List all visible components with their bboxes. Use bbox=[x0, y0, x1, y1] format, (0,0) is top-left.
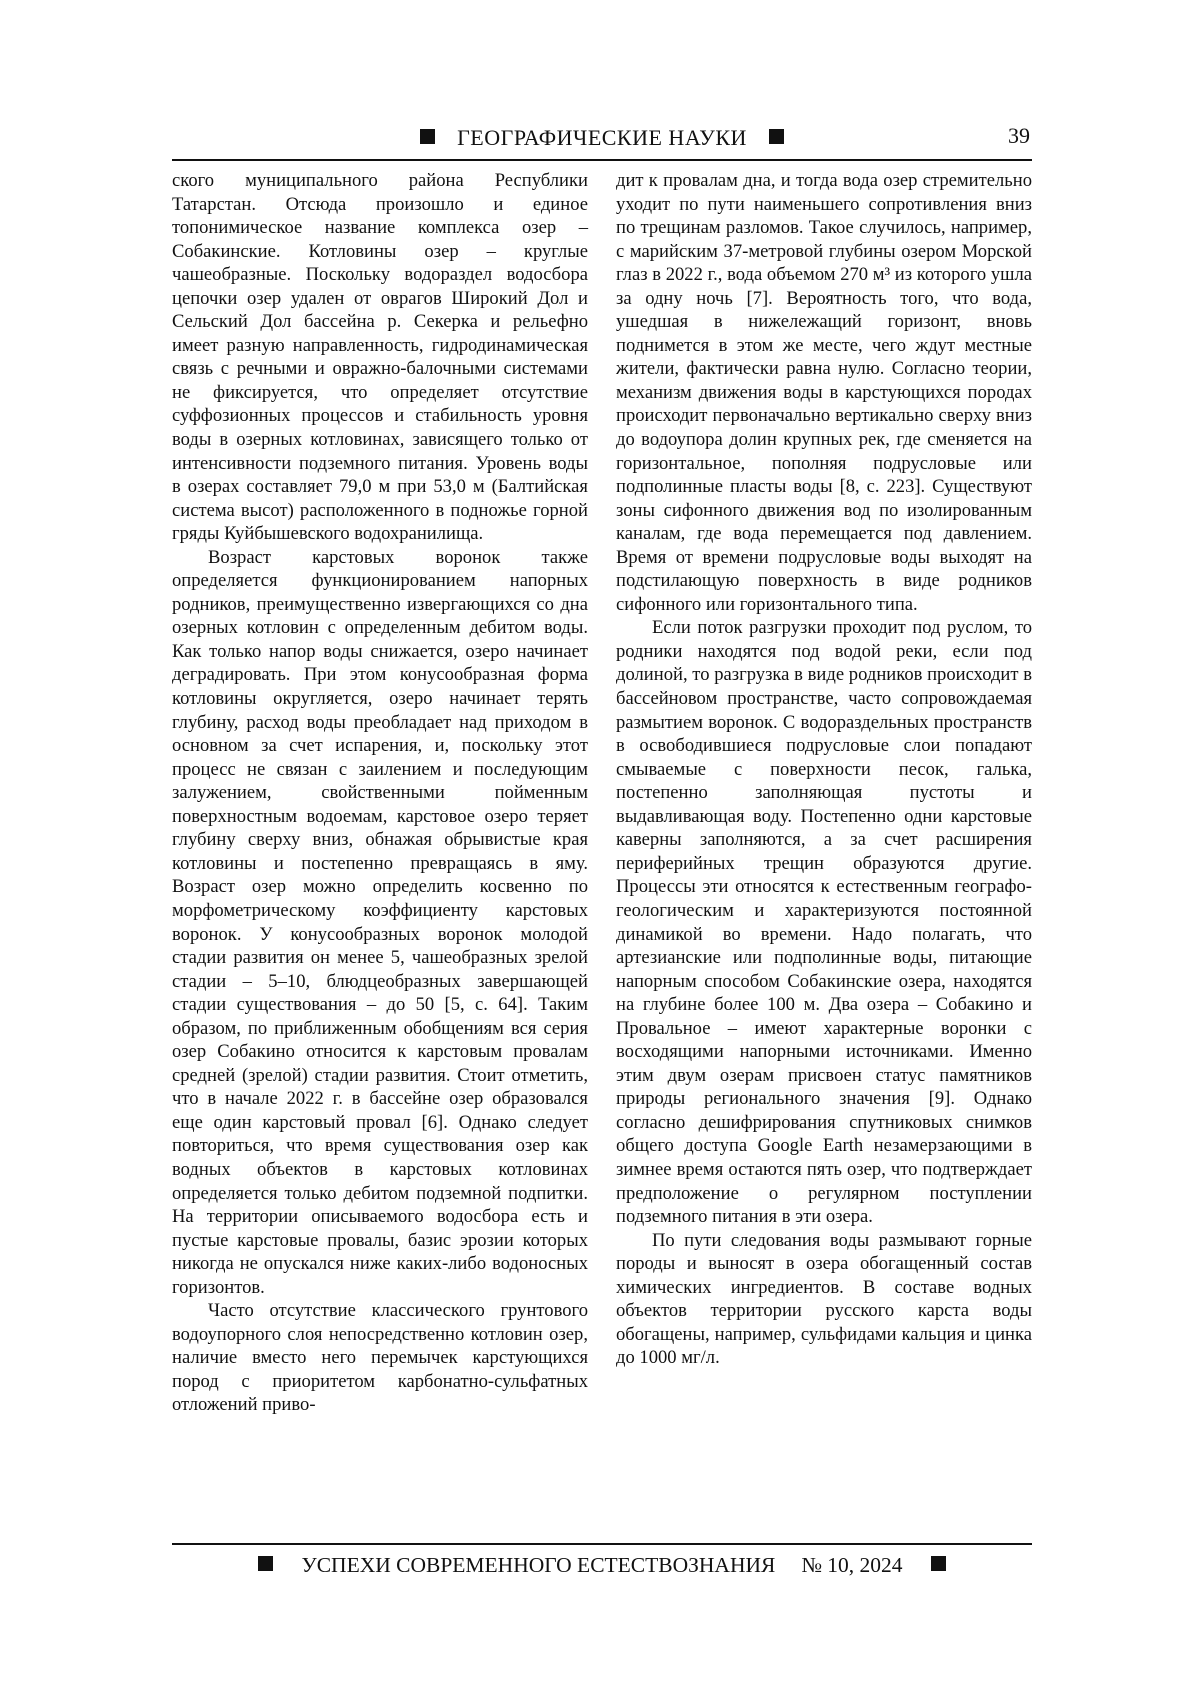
running-footer bbox=[172, 1552, 1032, 1582]
issue-number: № 10, 2024 bbox=[801, 1553, 903, 1577]
page-number: 39 bbox=[1008, 123, 1030, 148]
paragraph: ского муниципального района Республики Татарстан. Отсюда произошло и единое топонимическое название комплекса озер – Собакинские. Котловины озер – круглые чашеобразные. Поскольку водораздел водосбора цепочки озер удален от оврагов Широкий Дол и Сельский Дол бассейна р. Секерка и рельефно имеет разную направленность, гидродинамическая связь с речными и овражно-балочными системами не фиксируется, что определяет отсутствие суффозионных процессов и стабильность уровня воды в озерных котловинах, зависящего только от интенсивности подземного питания. Уровень воды в озерах составляет 79,0 м при 53,0 м (Балтийская система высот) расположенного в подножье горной гряды Куйбышевского водохранилища. bbox=[172, 170, 588, 545]
paragraph: дит к провалам дна, и тогда вода озер стремительно уходит по пути наименьшего сопротивления вниз по трещинам разломов. Такое случилось, например, с марийским 37-метровой глубины озером Морской глаз в 2022 г., вода объемом 270 м³ из которого ушла за одну ночь [7]. Вероятность того, что вода, ушедшая в нижележащий горизонт, вновь поднимется в этом же месте, чего ждут местные жители, фактически равна нулю. Согласно теории, механизм движения воды в карстующихся породах происходит первоначально вертикально сверху вниз до водоупора долин крупных рек, где сменяется на горизонтальное, пополняя подрусловые или подполинные пласты воды [8, с. 223]. Существуют зоны сифонного движения вод по изолированным каналам, где вода перемещается под давлением. Время от времени подрусловые воды выходят на подстилающую поверхность в виде родников сифонного или горизонтального типа. bbox=[616, 170, 1032, 615]
section-title-text: ГЕОГРАФИЧЕСКИЕ НАУКИ bbox=[457, 125, 747, 150]
paragraph: Если поток разгрузки проходит под руслом, то родники находятся под водой реки, если под долиной, то разгрузка в виде родников происходит в бассейновом пространстве, часто сопровождаемая размытием воронок. С водораздельных пространств в освободившиеся подрусловые слои попадают смываемые с поверхности песок, галька, постепенно заполняющая пустоты и выдавливающая воду. Постепенно одни карстовые каверны заполняются, а за счет расширения периферийных трещин образуются другие. Процессы эти относятся к естественным географо-геологическим и характеризуются постоянной динамикой во времени. Надо полагать, что артезианские или подполинные воды, питающие напорным способом Собакинские озера, находятся на глубине более 100 м. Два озера – Собакино и Провальное – имеют характерные воронки с восходящими напорными источниками. Именно этим двум озерам присвоен статус памятников природы регионального значения [9]. Однако согласно дешифрирования спутниковых снимков общего доступа Google Earth незамерзающими в зимнее время остаются пять озер, что подтверждает предположение о регулярном поступлении подземного питания в эти озера. bbox=[616, 617, 1032, 1228]
journal-name: УСПЕХИ СОВРЕМЕННОГО ЕСТЕСТВОЗНАНИЯ bbox=[301, 1553, 776, 1577]
paragraph: Часто отсутствие классического грунтового водоупорного слоя непосредственно котловин озер, наличие вместо него перемычек карстующихся пород с приоритетом карбонатно-сульфатных отложений приво- bbox=[172, 1300, 588, 1416]
square-bullet-icon bbox=[931, 1556, 946, 1571]
section-title bbox=[172, 123, 1032, 150]
header-divider bbox=[172, 159, 1032, 161]
square-bullet-icon bbox=[258, 1556, 273, 1571]
square-bullet-icon bbox=[769, 129, 784, 144]
square-bullet-icon bbox=[420, 129, 435, 144]
paragraph: Возраст карстовых воронок также определяется функционированием напорных родников, преимущественно извергающихся со дна озерных котловин с определенным дебитом воды. Как только напор воды снижается, озеро начинает деградировать. При этом конусообразная форма котловины округляется, озеро начинает терять глубину, расход воды преобладает над приходом в основном за счет испарения, и, поскольку этот процесс не связан с заилением и последующим залужением, свойственными пойменным поверхностным водоемам, карстовое озеро теряет глубину сверху вниз, обнажая обрывистые края котловины и постепенно превращаясь в яму. Возраст озер можно определить косвенно по морфометрическому коэффициенту карстовых воронок. У конусообразных воронок молодой стадии развития он менее 5, чашеобразных зрелой стадии – 5–10, блюдцеобразных завершающей стадии существования – до 50 [5, с. 64]. Таким образом, по приближенным обобщениям вся серия озер Собакино относится к карстовым провалам средней (зрелой) стадии развития. Стоит отметить, что в начале 2022 г. в бассейне озер образовался еще один карстовый провал [6]. Однако следует повториться, что время существования озер как водных объектов в карстовых котловинах определяется только дебитом подземной подпитки. На территории описываемого водосбора есть и пустые карстовые провалы, базис эрозии которых никогда не опускался ниже каких-либо водоносных горизонтов. bbox=[172, 546, 588, 1298]
left-column bbox=[172, 169, 588, 1417]
running-header bbox=[172, 118, 1032, 158]
right-column bbox=[616, 169, 1032, 1370]
paragraph: По пути следования воды размывают горные породы и выносят в озера обогащенный состав химических ингредиентов. В составе водных объектов территории русского карста воды обогащены, например, сульфидами кальция и цинка до 1000 мг/л. bbox=[616, 1229, 1032, 1369]
footer-divider bbox=[172, 1543, 1032, 1545]
